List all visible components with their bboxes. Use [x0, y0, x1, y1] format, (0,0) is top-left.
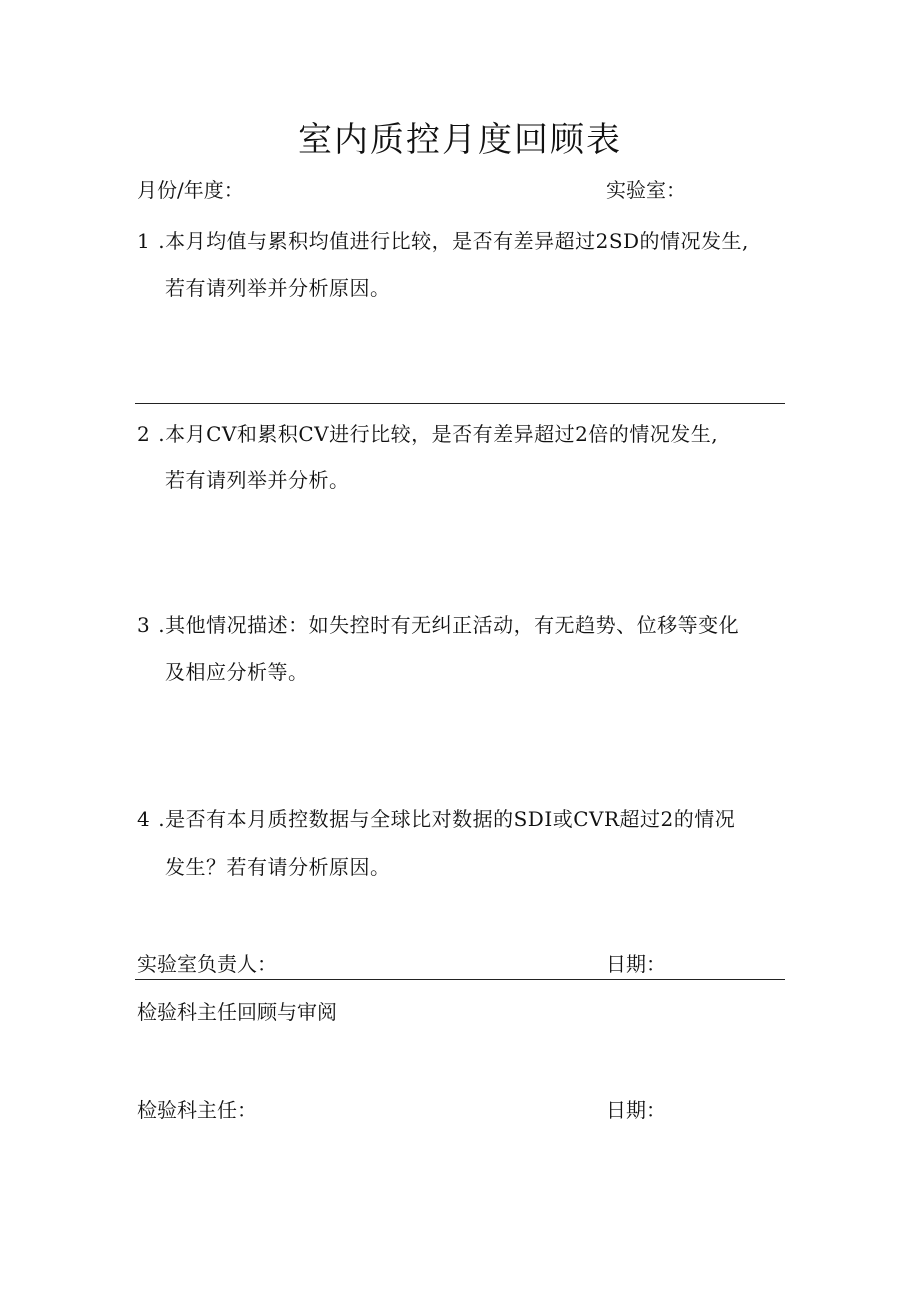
question-3-line2: 及相应分析等。 [165, 660, 309, 684]
question-1-line2: 若有请列举并分析原因。 [165, 276, 391, 300]
month-year-label: 月份/年度： [137, 178, 244, 202]
question-4 [137, 805, 735, 833]
question-3 [137, 611, 739, 639]
review-label: 检验科主任回顾与审阅 [137, 1000, 337, 1024]
question-number: 2 [137, 422, 151, 446]
question-2 [137, 420, 718, 448]
signature-line [135, 979, 785, 980]
date-label-1: 日期： [606, 952, 666, 976]
question-2-line2: 若有请列举并分析。 [165, 468, 350, 492]
lab-label: 实验室： [606, 178, 686, 202]
question-text-line1: .本月CV和累积CV进行比较，是否有差异超过2倍的情况发生, [158, 422, 719, 446]
question-number: 1 [137, 229, 151, 253]
question-text-line1: .是否有本月质控数据与全球比对数据的SDI或CVR超过2的情况 [158, 807, 736, 831]
question-number: 4 [137, 807, 151, 831]
page-title: 室内质控月度回顾表 [298, 120, 622, 160]
question-1 [137, 227, 749, 255]
lab-head-label: 实验室负责人： [137, 952, 277, 976]
question-4-line2: 发生？若有请分析原因。 [165, 855, 391, 879]
date-label-2: 日期： [606, 1098, 666, 1122]
question-text-line1: .本月均值与累积均值进行比较，是否有差异超过2SD的情况发生, [158, 229, 749, 253]
question-number: 3 [137, 613, 151, 637]
director-label: 检验科主任： [137, 1098, 257, 1122]
answer-line-1 [135, 403, 785, 404]
question-text-line1: .其他情况描述：如失控时有无纠正活动，有无趋势、位移等变化 [158, 613, 740, 637]
